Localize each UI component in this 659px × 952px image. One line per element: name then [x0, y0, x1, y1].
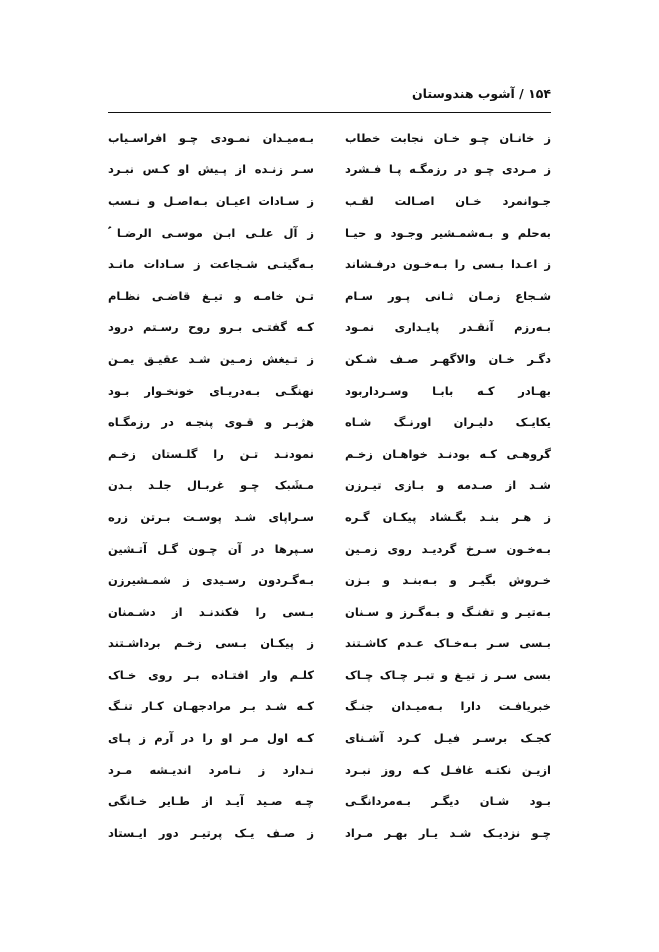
- couplet: [108, 785, 551, 817]
- couplet: [108, 659, 551, 691]
- couplet: [108, 154, 551, 186]
- first-hemistich: گروهـی کـه بودنـد خواهـان زخـم: [345, 446, 551, 461]
- first-hemistich: بـه‌رزم آنقـدر پایـداری نمـود: [345, 320, 551, 335]
- first-hemistich: ازیـن نکتـه غافـل کـه روز نبـرد: [345, 762, 551, 777]
- couplet: [108, 533, 551, 565]
- couplet: [108, 280, 551, 312]
- couplet: [108, 406, 551, 438]
- first-hemistich: بهـادر کـه بابـا وسـرداربود: [345, 383, 551, 398]
- couplet: [108, 754, 551, 786]
- second-hemistich: ز سـادات اعیـان بـه‌اصـل و نـسب: [108, 193, 314, 208]
- second-hemistich: ز آل علـی ابـن موسـی الرضـا ؑ: [108, 225, 314, 240]
- second-hemistich: مـشَبک چـو غربـال جلـد بـدن: [108, 478, 314, 493]
- second-hemistich: سـراپای شـد پوسـت بـرتن زره: [108, 509, 314, 524]
- couplet: [108, 691, 551, 723]
- poem: [108, 122, 551, 849]
- first-hemistich: ز خانـان چـو خـان نجابت خطاب: [345, 130, 551, 145]
- couplet: [108, 501, 551, 533]
- header-text: ۱۵۴ / آشوب هندوستان: [411, 86, 551, 101]
- first-hemistich: به‌حلم و بـه‌شمـشیر وجـود و حیـا: [345, 225, 551, 240]
- second-hemistich: بـه‌میـدان نمـودی چـو افراسـیاب: [108, 130, 314, 145]
- second-hemistich: ز پیکـان بـسی زخـم برداشـتند: [108, 636, 314, 651]
- couplet: [108, 122, 551, 154]
- first-hemistich: جـوانمرد خـان اصـالت لقـب: [345, 193, 551, 208]
- second-hemistich: نهنگـی بـه‌دریـای خونخـوار بـود: [108, 383, 314, 398]
- first-hemistich: بـسی سـر بـه‌خـاک عـدم کاشـتند: [345, 636, 551, 651]
- second-hemistich: بـسی را فکندنـد از دشـمنان: [108, 604, 314, 619]
- first-hemistich: شـد از صـدمه و بـازی تیـرزن: [345, 478, 551, 493]
- first-hemistich: بسی سـر ز تیـغ و تبـر چـاک چـاک: [345, 667, 551, 682]
- first-hemistich: کجـک برسـر فیـل کـرد آشـنای: [345, 731, 551, 746]
- second-hemistich: هژبـر و قـوی پنجـه در رزمگـاه: [108, 415, 314, 430]
- second-hemistich: کـه اول مـر او را در آرم ز پـای: [108, 731, 314, 746]
- second-hemistich: ز صـف یـک پرتیـر دور ایـستاد: [108, 825, 314, 840]
- second-hemistich: کـه شـد بـر مرادجهـان کـار تنـگ: [108, 699, 314, 714]
- couplet: [108, 438, 551, 470]
- couplet: [108, 375, 551, 407]
- first-hemistich: شـجاع زمـان ثـانی پـور سـام: [345, 288, 551, 303]
- first-hemistich: ز مـردی چـو در رزمگـه پـا فـشرد: [345, 162, 551, 177]
- couplet: [108, 343, 551, 375]
- second-hemistich: بـه‌گیتـی شـجاعت ز سـادات مانـد: [108, 257, 314, 272]
- first-hemistich: خبریافـت دارا بـه‌میـدان جنـگ: [345, 699, 551, 714]
- second-hemistich: سـر زنـده از پـیش او کـس نبـرد: [108, 162, 314, 177]
- second-hemistich: تـن خامـه و تیـغ قاضـی نظـام: [108, 288, 314, 303]
- couplet: [108, 564, 551, 596]
- couplet: [108, 185, 551, 217]
- couplet: [108, 596, 551, 628]
- couplet: [108, 722, 551, 754]
- second-hemistich: کلـم وار افتـاده بـر روی خـاک: [108, 667, 314, 682]
- second-hemistich: سـپرها در آن چـون گـل آتـشین: [108, 541, 314, 556]
- second-hemistich: نـدارد ز نـامرد اندیـشه مـرد: [108, 762, 314, 777]
- couplet: [108, 248, 551, 280]
- second-hemistich: چـه صـید آیـد از طـایر خـانگی: [108, 794, 314, 809]
- first-hemistich: بـه‌تیـر و تفنـگ و بـه‌گـرز و سـنان: [345, 604, 551, 619]
- second-hemistich: کـه گفتـی بـرو روح رسـتم درود: [108, 320, 314, 335]
- first-hemistich: ز اعـدا بـسی را بـه‌خـون درفـشاند: [345, 257, 551, 272]
- first-hemistich: بـه‌خـون سـرخ گردیـد روی زمـین: [345, 541, 551, 556]
- first-hemistich: یکایـک دلیـران اورنـگ شـاه: [345, 415, 551, 430]
- couplet: [108, 628, 551, 660]
- first-hemistich: ز هـر بنـد بگـشاد پیکـان گـره: [345, 509, 551, 524]
- couplet: [108, 312, 551, 344]
- header-rule: [108, 112, 551, 113]
- first-hemistich: خـروش بگیـر و بـه‌بنـد و بـزن: [345, 573, 551, 588]
- running-header: [108, 86, 551, 108]
- couplet: [108, 217, 551, 249]
- couplet: [108, 470, 551, 502]
- second-hemistich: ز تـیغش زمـین شـد عقیـق یمـن: [108, 351, 314, 366]
- first-hemistich: چـو نزدیـک شـد یـار بهـر مـراد: [345, 825, 551, 840]
- second-hemistich: بـه‌گـردون رسـیدی ز شمـشیرزن: [108, 573, 314, 588]
- couplet: [108, 817, 551, 849]
- first-hemistich: دگـر خـان والاگهـر صـف شـکن: [345, 351, 551, 366]
- second-hemistich: نمودنـد تـن را گلـستان زخـم: [108, 446, 314, 461]
- first-hemistich: بـود شـان دیگـر بـه‌مردانگـی: [345, 794, 551, 809]
